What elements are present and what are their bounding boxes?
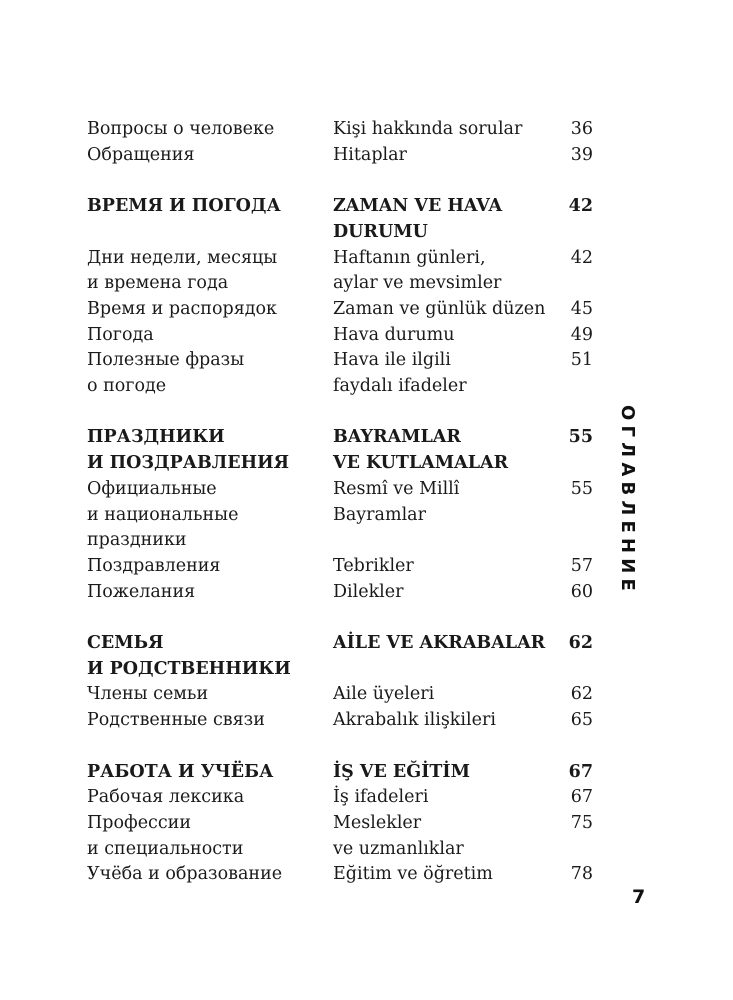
russian-entry: Профессии	[87, 812, 191, 833]
toc-section-heading	[87, 631, 607, 657]
russian-entry: И РОДСТВЕННИКИ	[87, 658, 291, 679]
toc-row	[87, 785, 607, 811]
russian-entry: Официальные	[87, 478, 217, 499]
toc-row	[87, 374, 607, 400]
page-ref: 42	[570, 247, 593, 268]
turkish-entry: faydalı ifadeler	[333, 376, 467, 397]
turkish-entry: İş ifadeleri	[333, 787, 429, 808]
turkish-entry: BAYRAMLAR	[333, 427, 461, 448]
russian-entry: И ПОЗДРАВЛЕНИЯ	[87, 453, 290, 474]
russian-entry: и национальные	[87, 504, 239, 525]
russian-entry: Погода	[87, 324, 154, 345]
page-ref: 62	[568, 633, 593, 654]
turkish-entry: DURUMU	[333, 221, 428, 242]
russian-entry: Обращения	[87, 144, 195, 165]
russian-entry: ВРЕМЯ И ПОГОДА	[87, 196, 281, 217]
toc-section-heading	[87, 760, 607, 786]
page-ref: 49	[570, 324, 593, 345]
turkish-entry: Hitaplar	[333, 144, 407, 165]
section-gap	[87, 605, 607, 631]
russian-entry: праздники	[87, 530, 187, 551]
toc-row	[87, 477, 607, 503]
toc-row	[87, 580, 607, 606]
page-ref: 67	[570, 787, 593, 808]
russian-entry: РАБОТА И УЧЁБА	[87, 761, 274, 782]
toc-section-heading	[87, 657, 607, 683]
side-section-title: ОГЛАВЛЕНИЕ	[617, 405, 638, 597]
page-ref: 55	[568, 427, 593, 448]
russian-entry: и специальности	[87, 838, 244, 859]
page-ref: 42	[568, 196, 593, 217]
russian-entry: о погоде	[87, 376, 167, 397]
turkish-entry: AİLE VE AKRABALAR	[333, 633, 546, 654]
russian-entry: Члены семьи	[87, 684, 209, 705]
turkish-entry: Hava ile ilgili	[333, 350, 451, 371]
toc-row	[87, 554, 607, 580]
turkish-entry: ve uzmanlıklar	[333, 838, 464, 859]
russian-entry: Дни недели, месяцы	[87, 247, 278, 268]
toc-row	[87, 117, 607, 143]
turkish-entry: Bayramlar	[333, 504, 426, 525]
section-gap	[87, 734, 607, 760]
russian-entry: Рабочая лексика	[87, 787, 245, 808]
turkish-entry: Haftanın günleri,	[333, 247, 486, 268]
toc-row	[87, 837, 607, 863]
page-ref: 51	[570, 350, 593, 371]
russian-entry: и времена года	[87, 273, 229, 294]
turkish-entry: Akrabalık ilişkileri	[333, 710, 496, 731]
turkish-entry: Tebrikler	[333, 555, 414, 576]
turkish-entry: Kişi hakkında sorular	[333, 119, 523, 139]
russian-entry: Вопросы о человеке	[87, 119, 275, 139]
turkish-entry: Dilekler	[333, 581, 404, 602]
toc-row	[87, 348, 607, 374]
toc-row	[87, 708, 607, 734]
russian-entry: ПРАЗДНИКИ	[87, 427, 225, 448]
toc-section-heading	[87, 220, 607, 246]
russian-entry: Родственные связи	[87, 710, 265, 731]
turkish-entry: Hava durumu	[333, 324, 455, 345]
toc-row	[87, 862, 607, 888]
turkish-entry: Meslekler	[333, 812, 422, 833]
page-ref: 39	[570, 144, 593, 165]
turkish-entry: Aile üyeleri	[333, 684, 435, 705]
toc-section-heading	[87, 194, 607, 220]
page-ref: 62	[570, 684, 593, 705]
section-gap	[87, 400, 607, 426]
toc-section-heading	[87, 425, 607, 451]
turkish-entry: aylar ve mevsimler	[333, 273, 502, 294]
table-of-contents	[87, 117, 607, 888]
page-ref: 75	[570, 812, 593, 833]
page-ref: 36	[570, 119, 593, 139]
page-ref: 60	[570, 581, 593, 602]
page-ref: 55	[570, 478, 593, 499]
russian-entry: Полезные фразы	[87, 350, 245, 371]
page-ref: 78	[570, 864, 593, 885]
turkish-entry: Eğitim ve öğretim	[333, 864, 493, 885]
section-gap	[87, 168, 607, 194]
toc-section-heading	[87, 451, 607, 477]
russian-entry: Время и распорядок	[87, 298, 277, 319]
page-ref: 57	[570, 555, 593, 576]
russian-entry: Пожелания	[87, 581, 196, 602]
toc-row	[87, 503, 607, 529]
russian-entry: Поздравления	[87, 555, 221, 576]
page-ref: 65	[570, 710, 593, 731]
toc-row	[87, 246, 607, 272]
page-ref: 45	[570, 298, 593, 319]
turkish-entry: Zaman ve günlük düzen	[333, 298, 546, 319]
toc-row	[87, 271, 607, 297]
toc-row	[87, 323, 607, 349]
page-number: 7	[632, 886, 646, 908]
russian-entry: Учёба и образование	[87, 864, 283, 885]
turkish-entry: VE KUTLAMALAR	[333, 453, 509, 474]
turkish-entry: ZAMAN VE HAVA	[333, 196, 503, 217]
russian-entry: СЕМЬЯ	[87, 633, 164, 654]
toc-row	[87, 297, 607, 323]
toc-row	[87, 528, 607, 554]
turkish-entry: Resmî ve Millî	[333, 478, 460, 499]
toc-row	[87, 811, 607, 837]
turkish-entry: İŞ VE EĞİTİM	[333, 761, 470, 782]
page-ref: 67	[568, 761, 593, 782]
toc-row	[87, 682, 607, 708]
toc-row	[87, 143, 607, 169]
